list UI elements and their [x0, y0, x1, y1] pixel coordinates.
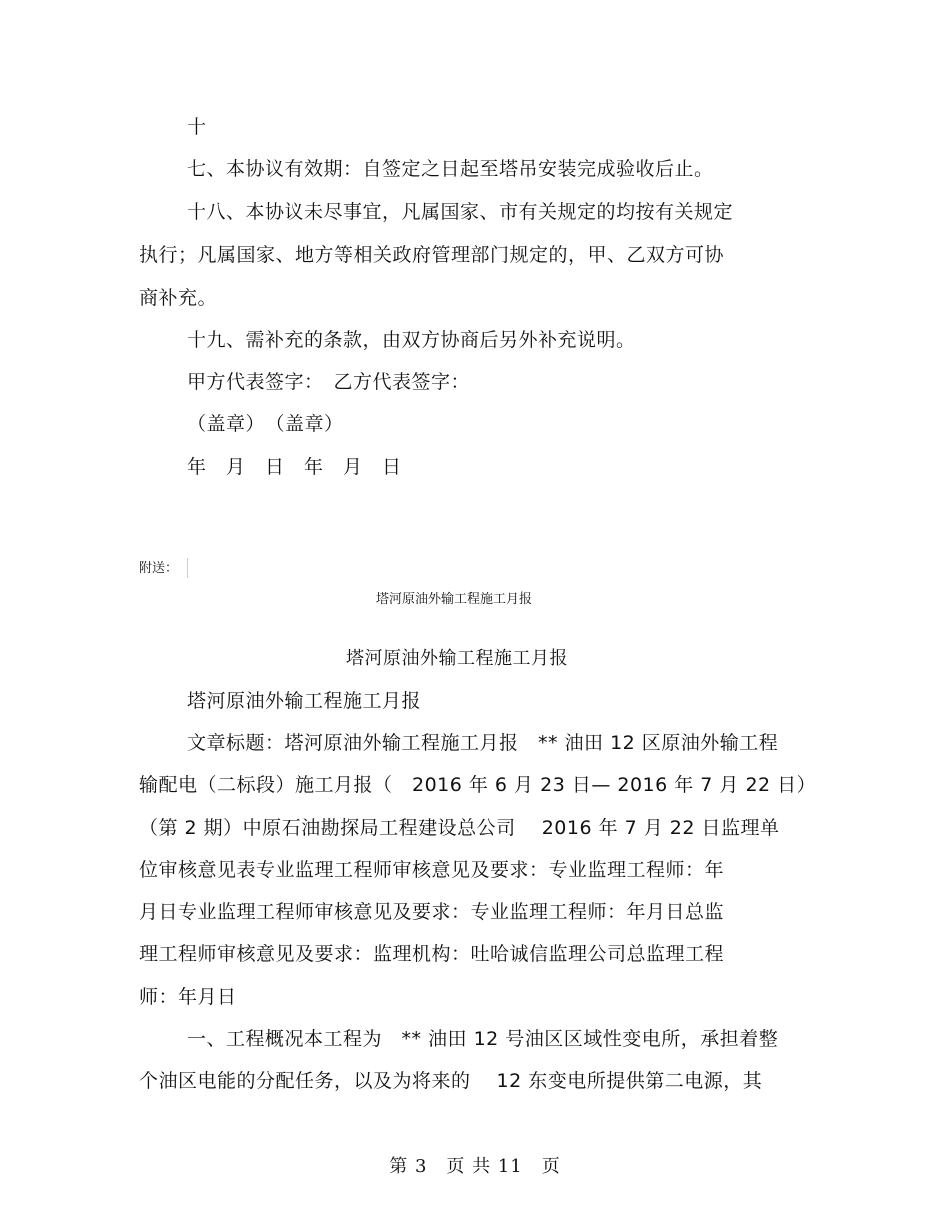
text-line: 执行；凡属国家、地方等相关政府管理部门规定的，甲、乙双方可协	[139, 244, 725, 266]
body-line: 塔河原油外输工程施工月报	[187, 690, 422, 712]
body-line: 师：年月日	[139, 986, 237, 1008]
seal-line: （盖章） （盖章）	[187, 413, 344, 435]
divider	[187, 558, 188, 578]
page-footer: 第 3 页 共 11 页	[389, 1156, 561, 1177]
signature-line: 甲方代表签字： 乙方代表签字：	[187, 371, 471, 393]
body-line: 理工程师审核意见及要求：监理机构：吐哈诚信监理公司总监理工程	[139, 943, 725, 965]
text-line: 十八、本协议未尽事宜，凡属国家、市有关规定的均按有关规定	[187, 201, 734, 223]
date-line: 年 月 日 年 月 日	[187, 456, 402, 478]
article-title: 塔河原油外输工程施工月报	[346, 648, 568, 669]
text-line: 商补充。	[139, 287, 218, 309]
text-line: 七、本协议有效期：自签定之日起至塔吊安装完成验收后止。	[187, 158, 714, 180]
body-line: 位审核意见表专业监理工程师审核意见及要求：专业监理工程师：年	[139, 859, 725, 881]
body-line: 一、工程概况本工程为 ** 油田 12 号油区区域性变电所，承担着整	[187, 1028, 779, 1050]
attachment-title: 塔河原油外输工程施工月报	[376, 592, 533, 607]
text-line: 十	[187, 116, 207, 138]
attachment-label: 附送：	[139, 561, 179, 576]
body-line: 输配电（二标段）施工月报（ 2016 年 6 月 23 日— 2016 年 7 月 22 日）	[139, 774, 817, 796]
body-line: 文章标题：塔河原油外输工程施工月报 ** 油田 12 区原油外输工程	[187, 732, 779, 754]
text-line: 十九、需补充的条款，由双方协商后另外补充说明。	[187, 329, 636, 351]
body-line: 月日专业监理工程师审核意见及要求：专业监理工程师：年月日总监	[139, 901, 725, 923]
body-line: 个油区电能的分配任务，以及为将来的 12 东变电所提供第二电源，其	[139, 1070, 763, 1092]
body-line: （第 2 期）中原石油勘探局工程建设总公司 2016 年 7 月 22 日监理单	[139, 817, 780, 839]
